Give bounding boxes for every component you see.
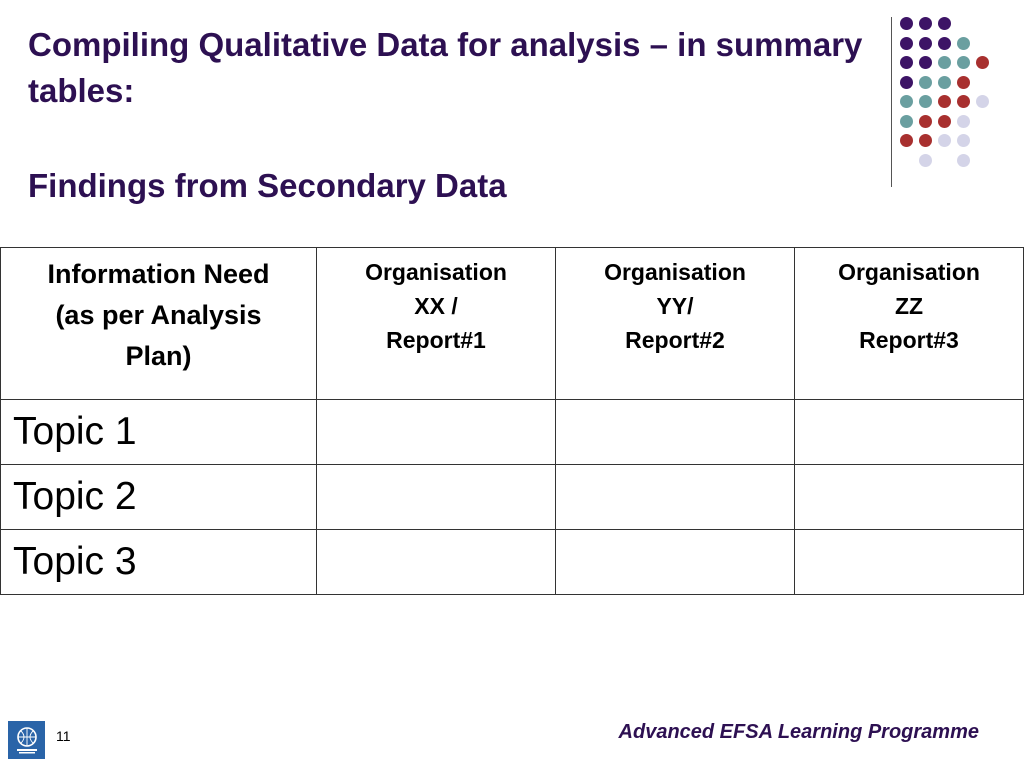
decorative-dot [919, 76, 932, 89]
header-org-line: YY/ [656, 293, 694, 319]
decorative-dot [957, 76, 970, 89]
decorative-dot [919, 115, 932, 128]
decorative-dot [938, 134, 951, 147]
header-organisation-zz [795, 248, 1024, 400]
decorative-dot [957, 134, 970, 147]
table-header-row [1, 248, 1024, 400]
decorative-dot [957, 56, 970, 69]
empty-cell [556, 465, 795, 530]
empty-cell [556, 530, 795, 595]
decorative-dot [919, 17, 932, 30]
empty-cell [317, 530, 556, 595]
decorative-dot [900, 56, 913, 69]
header-org-line: Organisation [838, 259, 980, 285]
decorative-dot [957, 37, 970, 50]
topic-cell: Topic 3 [1, 530, 317, 595]
decorative-dot [938, 115, 951, 128]
decorative-dot [938, 95, 951, 108]
slide-subtitle: Findings from Secondary Data [28, 167, 507, 204]
header-org-line: Organisation [604, 259, 746, 285]
decorative-dot [938, 37, 951, 50]
summary-table [0, 247, 1024, 595]
header-org-line: ZZ [894, 293, 924, 319]
header-org-line: Report#3 [859, 327, 959, 353]
header-need-line: Information Need [47, 259, 270, 289]
decorative-dot [900, 17, 913, 30]
decorative-dot [900, 134, 913, 147]
header-organisation-xx [317, 248, 556, 400]
decorative-dot [957, 115, 970, 128]
header-divider [891, 17, 892, 187]
decorative-dot [919, 154, 932, 167]
table-row [1, 400, 1024, 465]
decorative-dot [919, 134, 932, 147]
topic-cell: Topic 1 [1, 400, 317, 465]
slide-title: Compiling Qualitative Data for analysis – in summary tables: [28, 26, 863, 109]
decorative-dot [919, 56, 932, 69]
empty-cell [317, 400, 556, 465]
decorative-dot [957, 154, 970, 167]
header-information-need [1, 248, 317, 400]
programme-name: Advanced EFSA Learning Programme [618, 721, 979, 743]
decorative-dot [900, 37, 913, 50]
decorative-dot [938, 56, 951, 69]
decorative-dot [938, 76, 951, 89]
header-org-line: Report#2 [625, 327, 725, 353]
decorative-dot [976, 95, 989, 108]
header-need-line: Plan) [125, 341, 192, 371]
header-organisation-yy [556, 248, 795, 400]
header-org-line: XX / [414, 293, 458, 319]
table-row [1, 530, 1024, 595]
empty-cell [317, 465, 556, 530]
decorative-dot [919, 37, 932, 50]
empty-cell [795, 530, 1024, 595]
topic-cell: Topic 2 [1, 465, 317, 530]
decorative-dot [900, 76, 913, 89]
decorative-dot [957, 95, 970, 108]
decorative-dot [900, 115, 913, 128]
slide-number: 11 [56, 728, 71, 744]
decorative-dot [976, 56, 989, 69]
header-need-line: (as per Analysis [55, 300, 262, 330]
decorative-dot [900, 95, 913, 108]
header-org-line: Organisation [365, 259, 507, 285]
decorative-dot [919, 95, 932, 108]
empty-cell [795, 400, 1024, 465]
empty-cell [556, 400, 795, 465]
empty-cell [795, 465, 1024, 530]
header-org-line: Report#1 [386, 327, 486, 353]
table-row [1, 465, 1024, 530]
decorative-dot [938, 17, 951, 30]
wfp-logo-icon [8, 721, 45, 759]
